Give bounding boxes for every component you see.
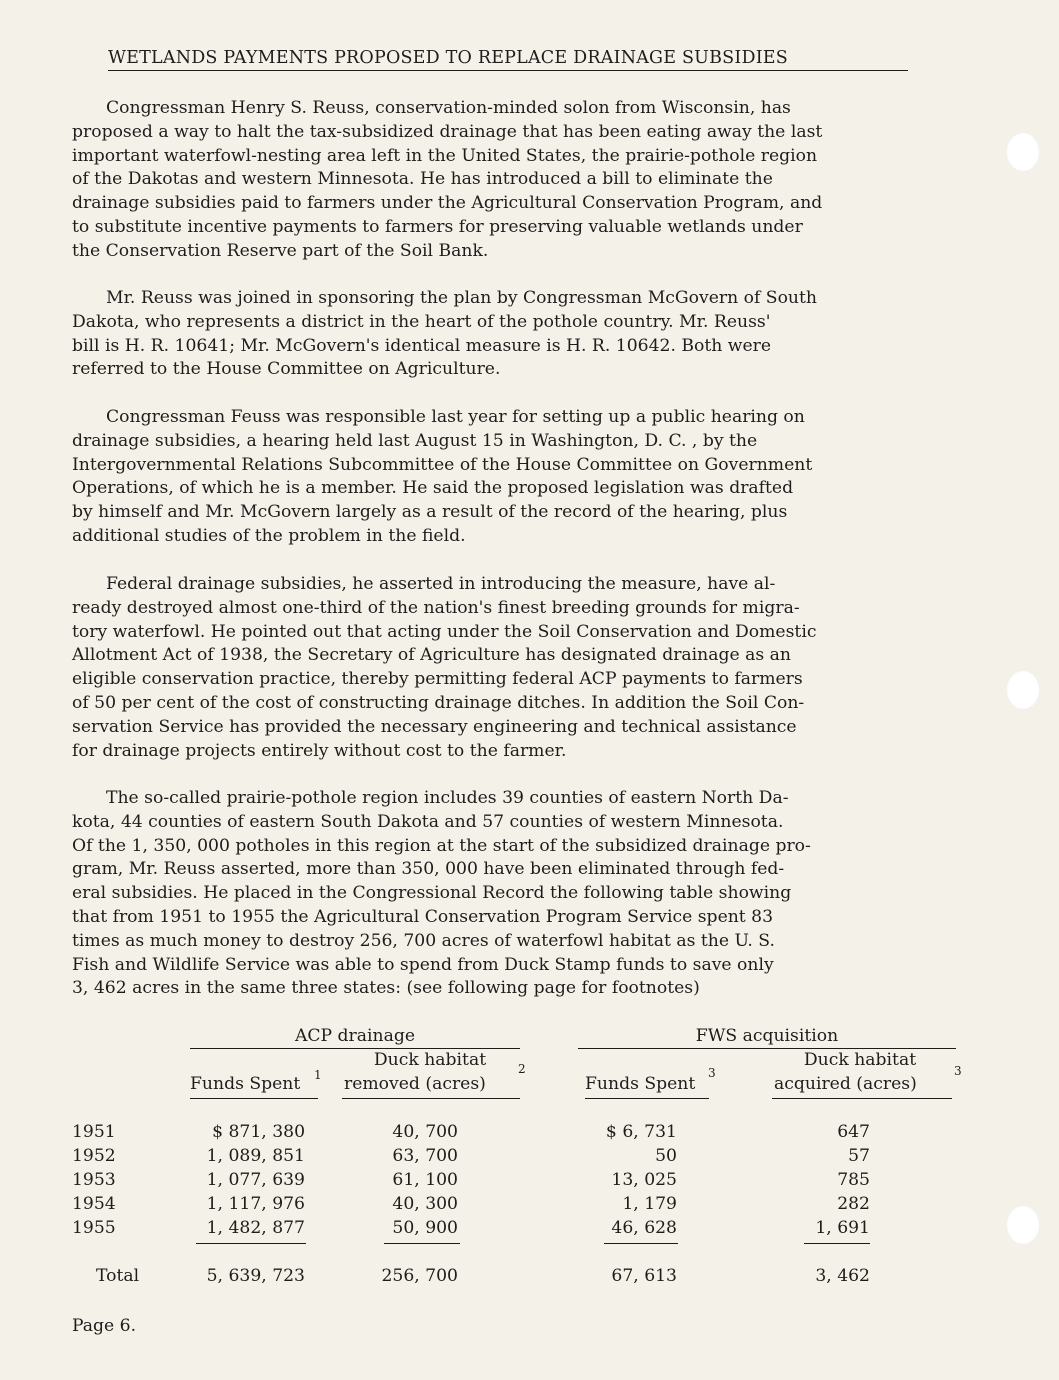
col-header-acp-habitat-line2: removed (acres) — [344, 1074, 486, 1094]
cell-fws-funds: 1, 179 — [622, 1194, 677, 1214]
col-header-acp-funds: Funds Spent — [190, 1074, 301, 1094]
paragraph-line: that from 1951 to 1955 the Agricultural Conservation Program Service spent 83 — [72, 906, 774, 927]
page-number: Page 6. — [72, 1316, 137, 1336]
paragraph-line: proposed a way to halt the tax-subsidized drainage that has been eating away the last — [72, 121, 823, 142]
paragraph-line: by himself and Mr. McGovern largely as a result of the record of the hearing, plus — [72, 502, 788, 523]
cell-fws-acres: 785 — [837, 1170, 870, 1190]
paragraph-line: gram, Mr. Reuss asserted, more than 350, 000 have been eliminated through fed- — [72, 859, 785, 880]
col-header-fws-funds: Funds Spent — [585, 1074, 696, 1094]
group-header-acp: ACP drainage — [294, 1026, 416, 1046]
cell-fws-funds: 13, 025 — [611, 1170, 677, 1190]
sum-rule — [196, 1243, 306, 1244]
paragraph-line: Intergovernmental Relations Subcommittee of the House Committee on Government — [72, 454, 813, 475]
cell-fws-acres: 647 — [837, 1122, 870, 1142]
cell-fws-acres: 57 — [848, 1146, 870, 1166]
col-header-fws-habitat-line2: acquired (acres) — [774, 1074, 917, 1094]
cell-year: 1955 — [72, 1218, 116, 1238]
col-header-acp-habitat-line1: Duck habitat — [373, 1050, 487, 1070]
cell-acp-acres: 61, 100 — [392, 1170, 458, 1190]
paragraph-line: to substitute incentive payments to farmers for preserving valuable wetlands under — [72, 216, 803, 237]
cell-year: 1951 — [72, 1122, 116, 1142]
cell-acp-funds: $ 871, 380 — [212, 1122, 305, 1142]
paragraph-line: eligible conservation practice, thereby permitting federal ACP payments to farmers — [72, 669, 803, 690]
sum-rule — [804, 1243, 870, 1244]
col-header-fws-habitat-line1: Duck habitat — [803, 1050, 917, 1070]
paragraph-line: drainage subsidies paid to farmers under the Agricultural Conservation Program, and — [72, 193, 823, 214]
group-rule-fws — [578, 1048, 956, 1049]
group-header-fws: FWS acquisition — [695, 1026, 839, 1046]
footnote-marker: 3 — [708, 1066, 716, 1080]
paragraph-line: Fish and Wildlife Service was able to spend from Duck Stamp funds to save only — [72, 954, 774, 975]
cell-year: 1953 — [72, 1170, 116, 1190]
paragraph-line: of the Dakotas and western Minnesota. He has introduced a bill to eliminate the — [72, 169, 773, 190]
paragraph-line: Congressman Henry S. Reuss, conservation-minded solon from Wisconsin, has — [106, 98, 791, 118]
paragraph-line: kota, 44 counties of eastern South Dakota and 57 counties of western Minnesota. — [72, 811, 784, 832]
paragraph-line: Dakota, who represents a district in the heart of the pothole country. Mr. Reuss' — [72, 311, 771, 332]
paragraph-line: referred to the House Committee on Agriculture. — [72, 359, 501, 380]
col-rule — [190, 1098, 318, 1099]
cell-year: 1954 — [72, 1194, 116, 1214]
cell-acp-acres: 50, 900 — [392, 1218, 458, 1238]
col-rule — [342, 1098, 520, 1099]
paragraph-line: Federal drainage subsidies, he asserted in introducing the measure, have al- — [106, 574, 776, 594]
paragraph-line: 3, 462 acres in the same three states: (see following page for footnotes) — [72, 978, 700, 999]
paragraph-line: drainage subsidies, a hearing held last August 15 in Washington, D. C. , by the — [72, 430, 758, 451]
paragraph-line: ready destroyed almost one-third of the nation's finest breeding grounds for migra- — [72, 597, 800, 618]
cell-acp-funds: 1, 117, 976 — [206, 1194, 305, 1214]
group-rule-acp — [190, 1048, 520, 1049]
cell-acp-funds: 1, 077, 639 — [206, 1170, 305, 1190]
cell-acp-acres: 40, 700 — [392, 1122, 458, 1142]
cell-fws-funds: 46, 628 — [611, 1218, 677, 1238]
paragraph-line: the Conservation Reserve part of the Soil Bank. — [72, 240, 489, 261]
paragraph-line: Of the 1, 350, 000 potholes in this region at the start of the subsidized drainage pro- — [72, 835, 811, 856]
total-fws-funds: 67, 613 — [611, 1266, 677, 1286]
paragraph-line: The so-called prairie-pothole region includes 39 counties of eastern North Da- — [106, 788, 789, 808]
cell-fws-acres: 282 — [837, 1194, 870, 1214]
paragraph-line: important waterfowl-nesting area left in the United States, the prairie-pothole region — [72, 145, 818, 166]
sum-rule — [384, 1243, 460, 1244]
cell-fws-funds: $ 6, 731 — [605, 1122, 677, 1142]
cell-year: 1952 — [72, 1146, 116, 1166]
paragraph-line: servation Service has provided the necessary engineering and technical assistance — [72, 716, 797, 737]
footnote-marker: 1 — [314, 1068, 322, 1082]
paragraph-line: for drainage projects entirely without cost to the farmer. — [72, 740, 567, 761]
sum-rule — [604, 1243, 678, 1244]
paragraph-line: Mr. Reuss was joined in sponsoring the plan by Congressman McGovern of South — [106, 288, 817, 308]
total-label: Total — [96, 1266, 140, 1286]
cell-acp-acres: 40, 300 — [392, 1194, 458, 1214]
paragraph-line: Operations, of which he is a member. He said the proposed legislation was drafted — [72, 478, 794, 499]
cell-fws-acres: 1, 691 — [815, 1218, 870, 1238]
cell-acp-funds: 1, 089, 851 — [206, 1146, 305, 1166]
article-title: WETLANDS PAYMENTS PROPOSED TO REPLACE DRAINAGE SUBSIDIES — [108, 48, 908, 71]
paragraph-line: tory waterfowl. He pointed out that acting under the Soil Conservation and Domestic — [72, 621, 817, 642]
paragraph-line: of 50 per cent of the cost of constructing drainage ditches. In addition the Soil Con- — [72, 692, 805, 713]
paragraph-line: bill is H. R. 10641; Mr. McGovern's identical measure is H. R. 10642. Both were — [72, 335, 772, 356]
col-rule — [772, 1098, 952, 1099]
footnote-marker: 2 — [518, 1062, 526, 1076]
paragraph-line: Congressman Feuss was responsible last year for setting up a public hearing on — [106, 407, 805, 427]
cell-fws-funds: 50 — [655, 1146, 677, 1166]
col-rule — [585, 1098, 709, 1099]
paragraph-line: additional studies of the problem in the field. — [72, 525, 466, 546]
total-fws-acres: 3, 462 — [815, 1266, 870, 1286]
footnote-marker: 3 — [954, 1064, 962, 1078]
cell-acp-funds: 1, 482, 877 — [206, 1218, 305, 1238]
paragraph-line: Allotment Act of 1938, the Secretary of Agriculture has designated drainage as an — [72, 645, 791, 666]
paragraph-line: eral subsidies. He placed in the Congressional Record the following table showing — [72, 883, 792, 904]
paragraph-line: times as much money to destroy 256, 700 acres of waterfowl habitat as the U. S. — [72, 930, 775, 951]
total-acp-acres: 256, 700 — [381, 1266, 458, 1286]
cell-acp-acres: 63, 700 — [392, 1146, 458, 1166]
total-acp-funds: 5, 639, 723 — [206, 1266, 305, 1286]
